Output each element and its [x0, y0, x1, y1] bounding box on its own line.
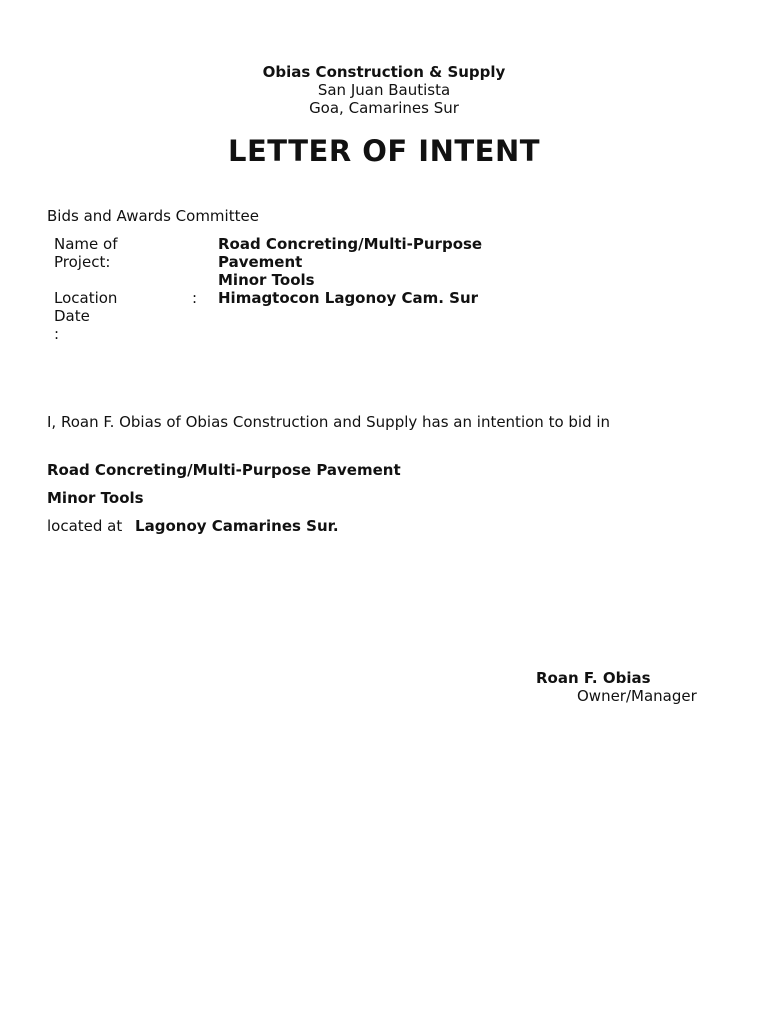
body-project-line1: Road Concreting/Multi-Purpose Pavement: [47, 461, 401, 479]
located-prefix: located at: [47, 517, 123, 535]
date-colon: :: [54, 325, 60, 343]
location-value: Himagtocon Lagonoy Cam. Sur: [218, 289, 479, 307]
located-place: Lagonoy Camarines Sur.: [135, 517, 339, 535]
project-value-line1: Road Concreting/Multi-Purpose: [218, 235, 483, 253]
document-title: LETTER OF INTENT: [227, 134, 541, 168]
signatory-name: Roan F. Obias: [536, 669, 651, 687]
project-value-line2: Pavement: [218, 253, 303, 271]
company-address-line1: San Juan Bautista: [317, 81, 451, 99]
addressee: Bids and Awards Committee: [47, 207, 259, 225]
company-address-line2: Goa, Camarines Sur: [309, 99, 459, 117]
located-line: [47, 517, 339, 535]
project-value-line3: Minor Tools: [218, 271, 315, 289]
date-label: Date: [54, 307, 90, 325]
location-colon: :: [192, 289, 198, 307]
project-label-line1: Name of: [54, 235, 118, 253]
signatory-position: Owner/Manager: [577, 687, 697, 705]
company-name: Obias Construction & Supply: [262, 63, 506, 81]
location-label: Location: [54, 289, 118, 307]
body-project-line2: Minor Tools: [47, 489, 144, 507]
project-label-line2: Project:: [54, 253, 111, 271]
intent-paragraph: I, Roan F. Obias of Obias Construction and Supply has an intention to bid in: [47, 413, 611, 431]
